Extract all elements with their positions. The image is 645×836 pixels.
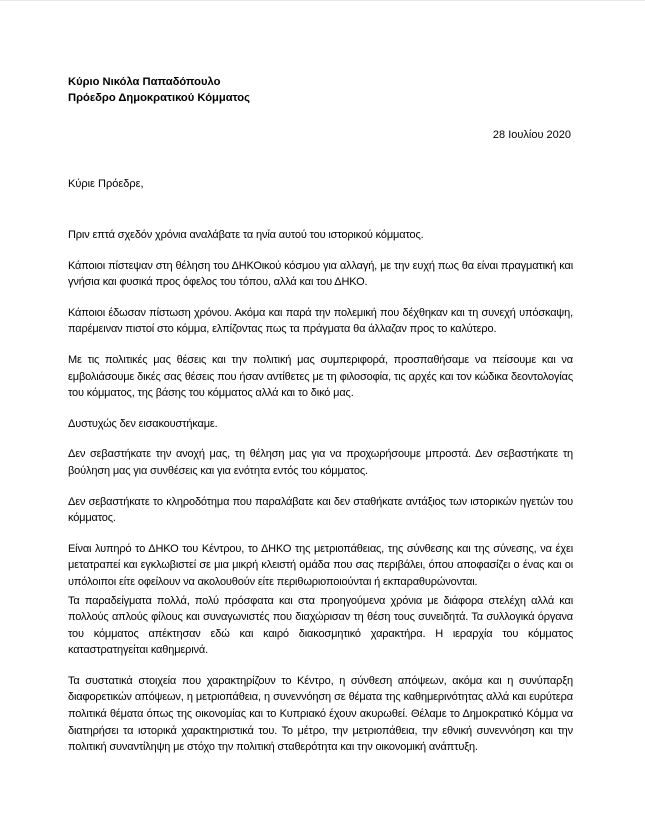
letter-date: 28 Ιουλίου 2020 xyxy=(492,129,571,141)
salutation: Κύριε Πρόεδρε, xyxy=(68,178,144,190)
paragraph: Δεν σεβαστήκατε την ανοχή μας, τη θέληση μας για να προχωρήσουμε μπροστά. Δεν σεβαστήκατε τη βούληση μας για συνθέσεις και για ενότητα εντός του κόμματος. xyxy=(68,448,573,477)
paragraph: Πριν επτά σχεδόν χρόνια αναλάβατε τα ηνία αυτού του ιστορικού κόμματος. xyxy=(68,229,424,241)
paragraph: Δεν σεβαστήκατε το κληροδότημα που παραλάβατε και δεν σταθήκατε αντάξιος των ιστορικών ηγετών του κόμματος. xyxy=(68,495,573,525)
paragraph: Δυστυχώς δεν εισακουστήκαμε. xyxy=(68,417,218,430)
recipient-name: Κύριο Νικόλα Παπαδόπουλο xyxy=(68,76,221,88)
paragraph: Με τις πολιτικές μας θέσεις και την πολιτική μας συμπεριφορά, προσπαθήσαμε να πείσουμε και να εμβολιάσουμε δικές σας θέσεις που ήσαν αντίθετες με τη φιλοσοφία, τις αρχές και τον κώδικα δεοντολογίας του κόμματος, της βάσης του κόμματος αλλά και το δικό μας. xyxy=(68,353,573,400)
paragraph: Τα παραδείγματα πολλά, πολύ πρόσφατα και στα προηγούμενα χρόνια με διάφορα στελέχη αλλά και πολλούς απλούς φίλους και συναγωνιστές που διαχώρισαν τη θέση τους συνειδητά. Τα συλλογικά όργανα του κόμματος απέκτησαν εδώ και καιρό διακοσμητικό χαρακτήρα. Η ιεραρχία του κόμματος καταστρατηγείται καθημερινά. xyxy=(68,594,573,657)
paragraph: Κάποιοι έδωσαν πίστωση χρόνου. Ακόμα και παρά την πολεμική που δέχθηκαν και τη συνεχή υπόσκαψη, παρέμειναν πιστοί στο κόμμα, ελπίζοντας πως τα πράγματα θα άλλαζαν προς το καλύτερο. xyxy=(68,306,573,336)
paragraph: Κάποιοι πίστεψαν στη θέληση του ΔΗΚΟικού κόσμου για αλλαγή, με την ευχή πως θα είναι πραγματική και γνήσια και φυσικά προς όφελος του τόπου, αλλά και του ΔΗΚΟ. xyxy=(68,259,573,289)
recipient-title: Πρόεδρο Δημοκρατικού Κόμματος xyxy=(68,92,250,104)
paragraph: Είναι λυπηρό το ΔΗΚΟ του Κέντρου, το ΔΗΚΟ της μετριοπάθειας, της σύνθεσης και της σύνεσης, να έχει μετατραπεί και εγκλωβιστεί σε μια μικρή κλειστή ομάδα που σας περιβάλει, όπου αποφασίζει ο ένας και οι υπόλοιποι είτε οφείλουν να ακολουθούν είτε περιθωριοποιούνται ή εκπαραθυρώνονται. xyxy=(68,542,573,588)
paragraph: Τα συστατικά στοιχεία που χαρακτηρίζουν το Κέντρο, η σύνθεση απόψεων, ακόμα και η συνύπαρξη διαφορετικών απόψεων, η μετριοπάθεια, η συνεννόηση σε θέματα της καθημερινότητας αλλά και ευρύτερα πολιτικά θέματα όπως της οικονομίας και το Κυπριακό έχουν ακυρωθεί. Θέλαμε το Δημοκρατικό Κόμμα να διατηρήσει τα ιστορικά χαρακτηριστικά του. Το μέτρο, την μετριοπάθεια, την εθνική συνεννόηση και την πολιτική συναντίληψη με στόχο την πολιτική σταθερότητα και την οικονομική ανάπτυξη. xyxy=(68,674,573,754)
recipient-block xyxy=(68,74,250,106)
letter-body xyxy=(68,227,573,770)
